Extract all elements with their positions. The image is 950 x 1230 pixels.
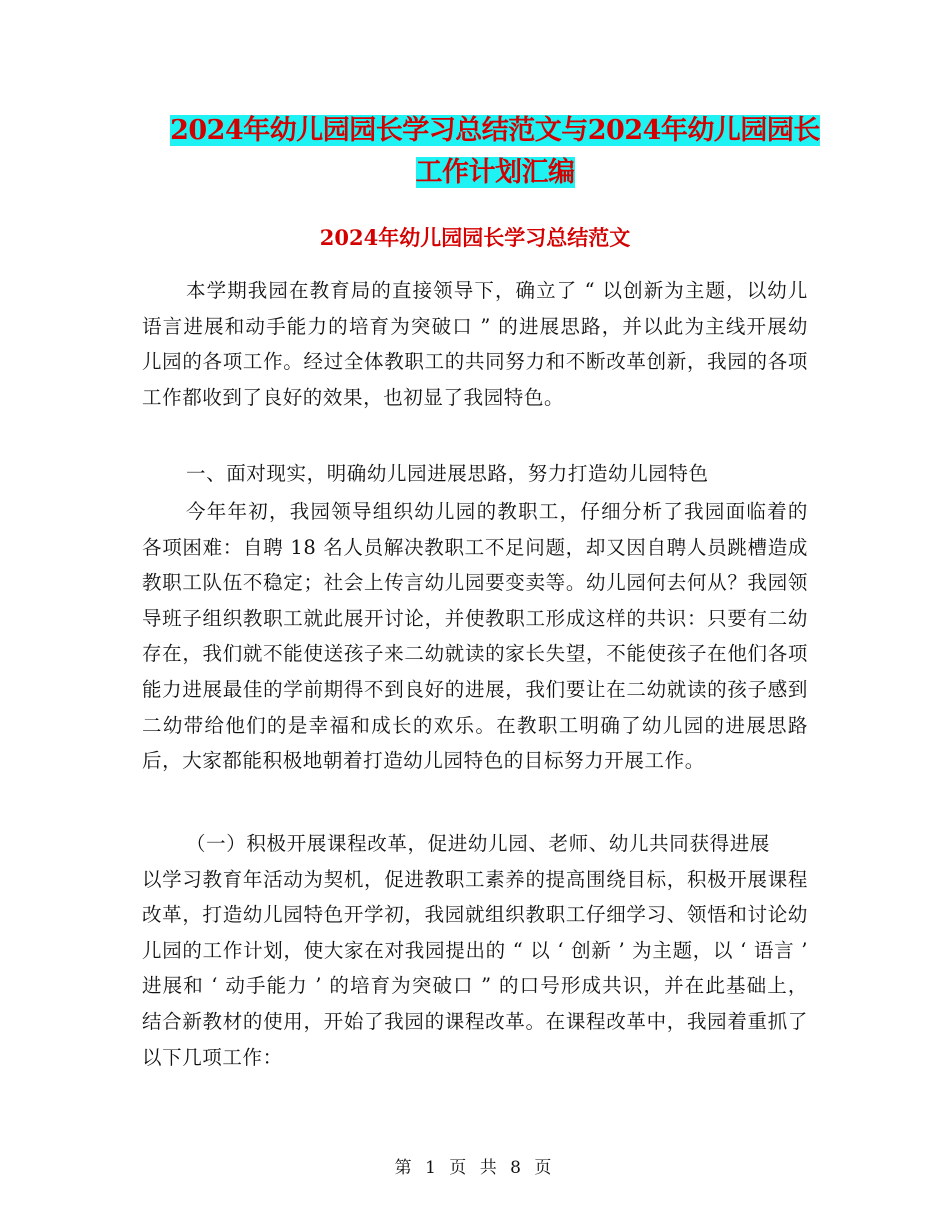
document-title-line-1: 2024年幼儿园园长学习总结范文与2024年幼儿园园长 xyxy=(170,115,820,146)
section-1-heading: 一、面对现实，明确幼儿园进展思路，努力打造幼儿园特色 xyxy=(186,462,709,485)
subsection-1-paragraph xyxy=(142,826,808,1075)
subsection-1-heading: （一）积极开展课程改革，促进幼儿园、老师、幼儿共同获得进展 xyxy=(186,832,770,855)
document-title xyxy=(140,110,850,194)
page-footer: 第 1 页 共 8 页 xyxy=(394,1158,556,1178)
section-title: 2024年幼儿园园长学习总结范文 xyxy=(319,225,631,250)
document-title-line-2: 工作计划汇编 xyxy=(415,157,575,188)
subsection-1-body: 以学习教育年活动为契机，促进教职工素养的提高围绕目标，积极开展课程改革，打造幼儿园特色开学初，我园就组织教职工仔细学习、领悟和讨论幼儿园的工作计划，使大家在对我园提出的 “ 以 ‘ 创新 ’ 为主题，以 ‘ 语言 ’ 进展和 ‘ 动手能力 ’ 的培育为突破口 ” 的口号形成共识，并在此基础上，结合新教材的使用，开始了我园的课程改革。在课程改革中，我园着重抓了以下几项工作： xyxy=(142,867,808,1069)
intro-paragraph: 本学期我园在教育局的直接领导下，确立了 “ 以创新为主题，以幼儿语言进展和动手能力的培育为突破口 ” 的进展思路，并以此为主线开展幼儿园的各项工作。经过全体教职工的共同努力和不断改革创新，我园的各项工作都收到了良好的效果，也初显了我园特色。 xyxy=(142,279,808,409)
section-1-body: 今年年初，我园领导组织幼儿园的教职工，仔细分析了我园面临着的各项困难：自聘 18 名人员解决教职工不足问题，却又因自聘人员跳槽造成教职工队伍不稳定；社会上传言幼儿园要变卖等。幼儿园何去何从？我园领导班子组织教职工就此展开讨论，并使教职工形成这样的共识：只要有二幼存在，我们就不能使送孩子来二幼就读的家长失望，不能使孩子在他们各项能力进展最佳的学前期得不到良好的进展，我们要让在二幼就读的孩子感到二幼带给他们的是幸福和成长的欢乐。在教职工明确了幼儿园的进展思路后，大家都能积极地朝着打造幼儿园特色的目标努力开展工作。 xyxy=(142,500,808,773)
